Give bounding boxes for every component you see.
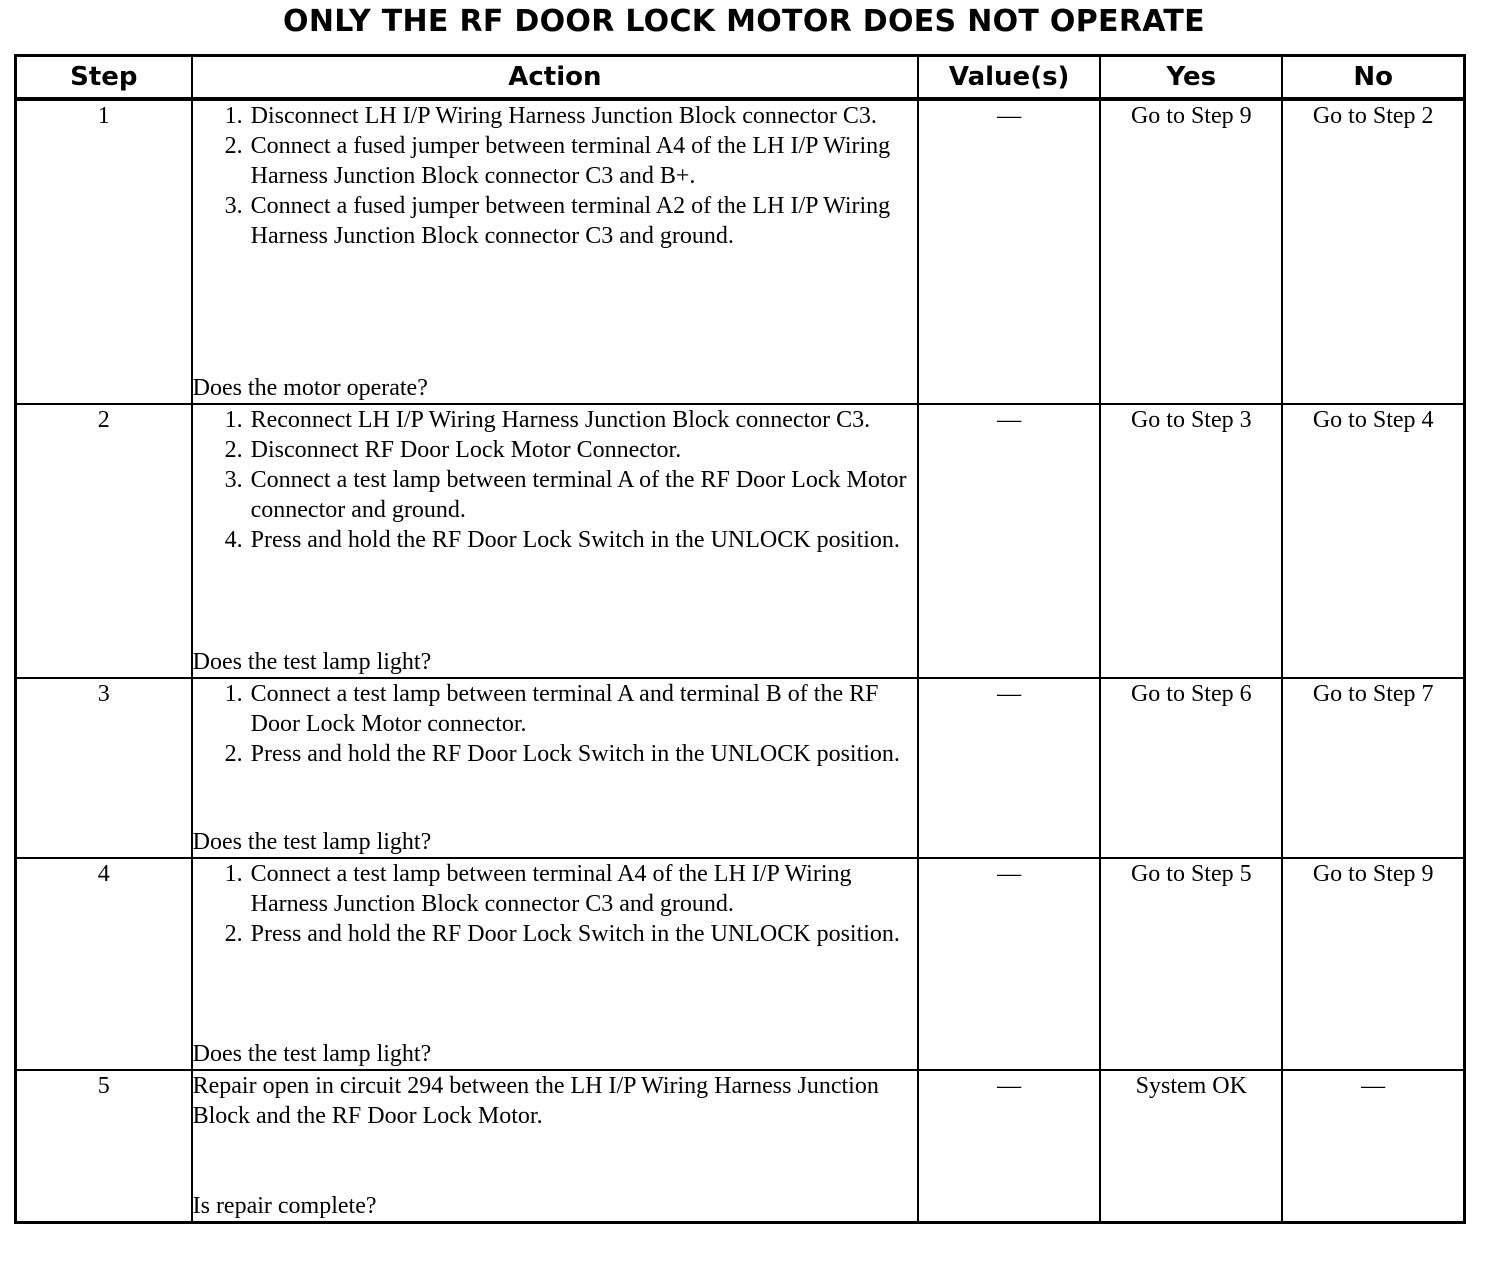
- substep: 2. Press and hold the RF Door Lock Switch in the UNLOCK position.: [249, 739, 918, 769]
- question-text: Does the test lamp light?: [192, 649, 432, 675]
- question-text: Does the test lamp light?: [192, 1041, 432, 1067]
- step-number: 4: [16, 858, 192, 1070]
- substep-list: [193, 679, 918, 769]
- table-row: [16, 858, 1465, 1070]
- substep: 2. Connect a fused jumper between terminal A4 of the LH I/P Wiring Harness Junction Block connector C3 and B+.: [249, 131, 918, 191]
- action-cell: [192, 404, 919, 678]
- step-number: 1: [16, 99, 192, 404]
- no-cell: Go to Step 7: [1282, 678, 1464, 858]
- substep: 1. Connect a test lamp between terminal A and terminal B of the RF Door Lock Motor connector.: [249, 679, 918, 739]
- value-cell: —: [918, 404, 1100, 678]
- step-number: 2: [16, 404, 192, 678]
- no-cell: —: [1282, 1070, 1464, 1223]
- yes-cell: System OK: [1100, 1070, 1282, 1223]
- yes-cell: Go to Step 6: [1100, 678, 1282, 858]
- substep: 4. Press and hold the RF Door Lock Switch in the UNLOCK position.: [249, 525, 918, 555]
- table-row: [16, 1070, 1465, 1223]
- table-row: [16, 678, 1465, 858]
- no-column-header: No: [1282, 56, 1464, 100]
- action-cell: [192, 678, 919, 858]
- action-column-header: Action: [192, 56, 919, 100]
- action-cell: [192, 858, 919, 1070]
- table-row: [16, 404, 1465, 678]
- substep: 1. Reconnect LH I/P Wiring Harness Junction Block connector C3.: [249, 405, 918, 435]
- step-column-header: Step: [16, 56, 192, 100]
- table-row: [16, 99, 1465, 404]
- values-column-header: Value(s): [918, 56, 1100, 100]
- action-cell: [192, 99, 919, 404]
- yes-cell: Go to Step 5: [1100, 858, 1282, 1070]
- substep: 3. Connect a test lamp between terminal A of the RF Door Lock Motor connector and ground.: [249, 465, 918, 525]
- value-cell: —: [918, 99, 1100, 404]
- diagnostic-table: [14, 54, 1466, 1224]
- step-number: 5: [16, 1070, 192, 1223]
- yes-column-header: Yes: [1100, 56, 1282, 100]
- page-title: ONLY THE RF DOOR LOCK MOTOR DOES NOT OPERATE: [283, 4, 1205, 39]
- question-text: Is repair complete?: [192, 1193, 377, 1219]
- no-cell: Go to Step 4: [1282, 404, 1464, 678]
- substep: 3. Connect a fused jumper between terminal A2 of the LH I/P Wiring Harness Junction Block connector C3 and ground.: [249, 191, 918, 251]
- substep-list: [193, 405, 918, 555]
- yes-cell: Go to Step 9: [1100, 99, 1282, 404]
- substep: 2. Disconnect RF Door Lock Motor Connector.: [249, 435, 918, 465]
- substep-list: [193, 101, 918, 251]
- step-number: 3: [16, 678, 192, 858]
- action-text: Repair open in circuit 294 between the LH I/P Wiring Harness Junction Block and the RF Door Lock Motor.: [192, 1073, 879, 1129]
- substep: 1. Disconnect LH I/P Wiring Harness Junction Block connector C3.: [249, 101, 918, 131]
- value-cell: —: [918, 1070, 1100, 1223]
- header-row: [16, 56, 1465, 100]
- no-cell: Go to Step 2: [1282, 99, 1464, 404]
- value-cell: —: [918, 858, 1100, 1070]
- value-cell: —: [918, 678, 1100, 858]
- yes-cell: Go to Step 3: [1100, 404, 1282, 678]
- substep: 2. Press and hold the RF Door Lock Switch in the UNLOCK position.: [249, 919, 918, 949]
- substep: 1. Connect a test lamp between terminal A4 of the LH I/P Wiring Harness Junction Block connector C3 and ground.: [249, 859, 918, 919]
- no-cell: Go to Step 9: [1282, 858, 1464, 1070]
- action-cell: [192, 1070, 919, 1223]
- question-text: Does the test lamp light?: [192, 829, 432, 855]
- question-text: Does the motor operate?: [192, 375, 428, 401]
- substep-list: [193, 859, 918, 949]
